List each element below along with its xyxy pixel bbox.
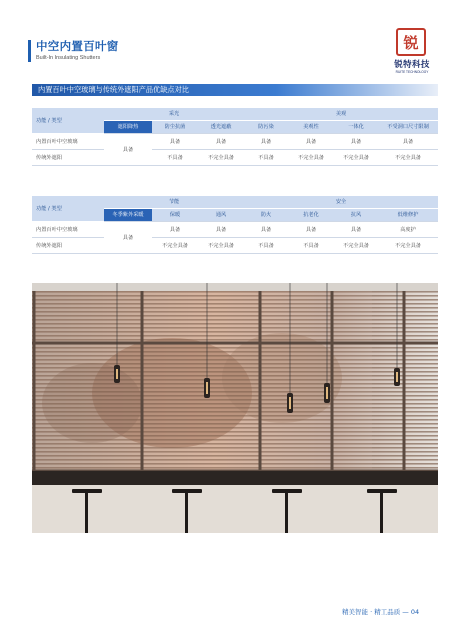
table-group-header: 节能 [104,196,244,208]
table-cell: 具备 [334,133,378,149]
table-row-type: 传统外遮阳 [32,149,104,165]
table-cell: 不具备 [288,237,334,253]
table-cell: 不具备 [244,149,288,165]
table-cell: 具备 [152,133,198,149]
table-cell: 不完全具备 [288,149,334,165]
section-banner [32,84,438,96]
table-column-header: 保暖 [152,208,198,221]
table-row [32,237,438,253]
table-cell-shared: 具备 [104,133,152,165]
table-column-header: 一体化 [334,120,378,133]
table-cell: 不完全具备 [198,237,244,253]
table-column-header: 遮阳降热 [104,120,152,133]
table-cell: 具备 [152,221,198,237]
photo-illustration [32,283,438,533]
title-accent-bar [28,40,31,62]
table-column-header: 冬季紫外采暖 [104,208,152,221]
table-cell: 具备 [244,221,288,237]
table-column-header: 抗风 [334,208,378,221]
table-row [32,221,438,237]
table-column-header: 防污染 [244,120,288,133]
table-row [32,133,438,149]
table-cell: 具备 [288,221,334,237]
table-cell: 不完全具备 [378,149,438,165]
table-cell: 不完全具备 [334,149,378,165]
table-func-label: 功能 / 类型 [32,196,104,221]
table-column-header: 低维修护 [378,208,438,221]
table-column-header: 美观性 [288,120,334,133]
page-footer: 精美智能 · 精工品质 — 04 [342,608,420,616]
table-cell: 具备 [198,221,244,237]
table-cell: 不具备 [244,237,288,253]
table-group-header: 采光 [104,108,244,120]
table-cell: 具备 [288,133,334,149]
brand-name-en: RUITE TECHNOLOGY [395,70,429,74]
table-cell: 不完全具备 [334,237,378,253]
table-column-header: 不受洞口尺寸限制 [378,120,438,133]
page-subtitle: Built-In Insulating Shutters [36,55,101,61]
table-row [32,149,438,165]
table-column-header: 防火 [244,208,288,221]
table-row-type: 内置百叶中空玻璃 [32,221,104,237]
table-cell: 不完全具备 [198,149,244,165]
brand-name-cn: 锐特科技 [394,60,430,70]
table-cell: 不具备 [152,149,198,165]
table-group-header: 美观 [244,108,438,120]
table-column-header: 透光遮蔽 [198,120,244,133]
table-cell: 具备 [334,221,378,237]
table-func-label: 功能 / 类型 [32,108,104,133]
comparison-table-energy [32,196,438,254]
table-cell: 具备 [244,133,288,149]
table-row-type: 内置百叶中空玻璃 [32,133,104,149]
logo-seal: 锐 [396,28,426,56]
section-title: 内置百叶中空玻璃与传统外遮阳产品优缺点对比 [38,85,189,94]
table-cell: 具备 [378,133,438,149]
page-title: 中空内置百叶窗 [36,39,119,53]
table-cell: 不完全具备 [378,237,438,253]
table-group-header: 安全 [244,196,438,208]
table-row-type: 传统外遮阳 [32,237,104,253]
table-cell: 具备 [198,133,244,149]
comparison-table-lighting [32,108,438,166]
table-cell: 高度护 [378,221,438,237]
table-column-header: 防尘抗菌 [152,120,198,133]
table-cell-shared: 具备 [104,221,152,253]
blinds-interior-photo [32,283,438,533]
brand-logo [396,28,426,56]
table-column-header: 通风 [198,208,244,221]
table-cell: 不完全具备 [152,237,198,253]
table-column-header: 抗老化 [288,208,334,221]
